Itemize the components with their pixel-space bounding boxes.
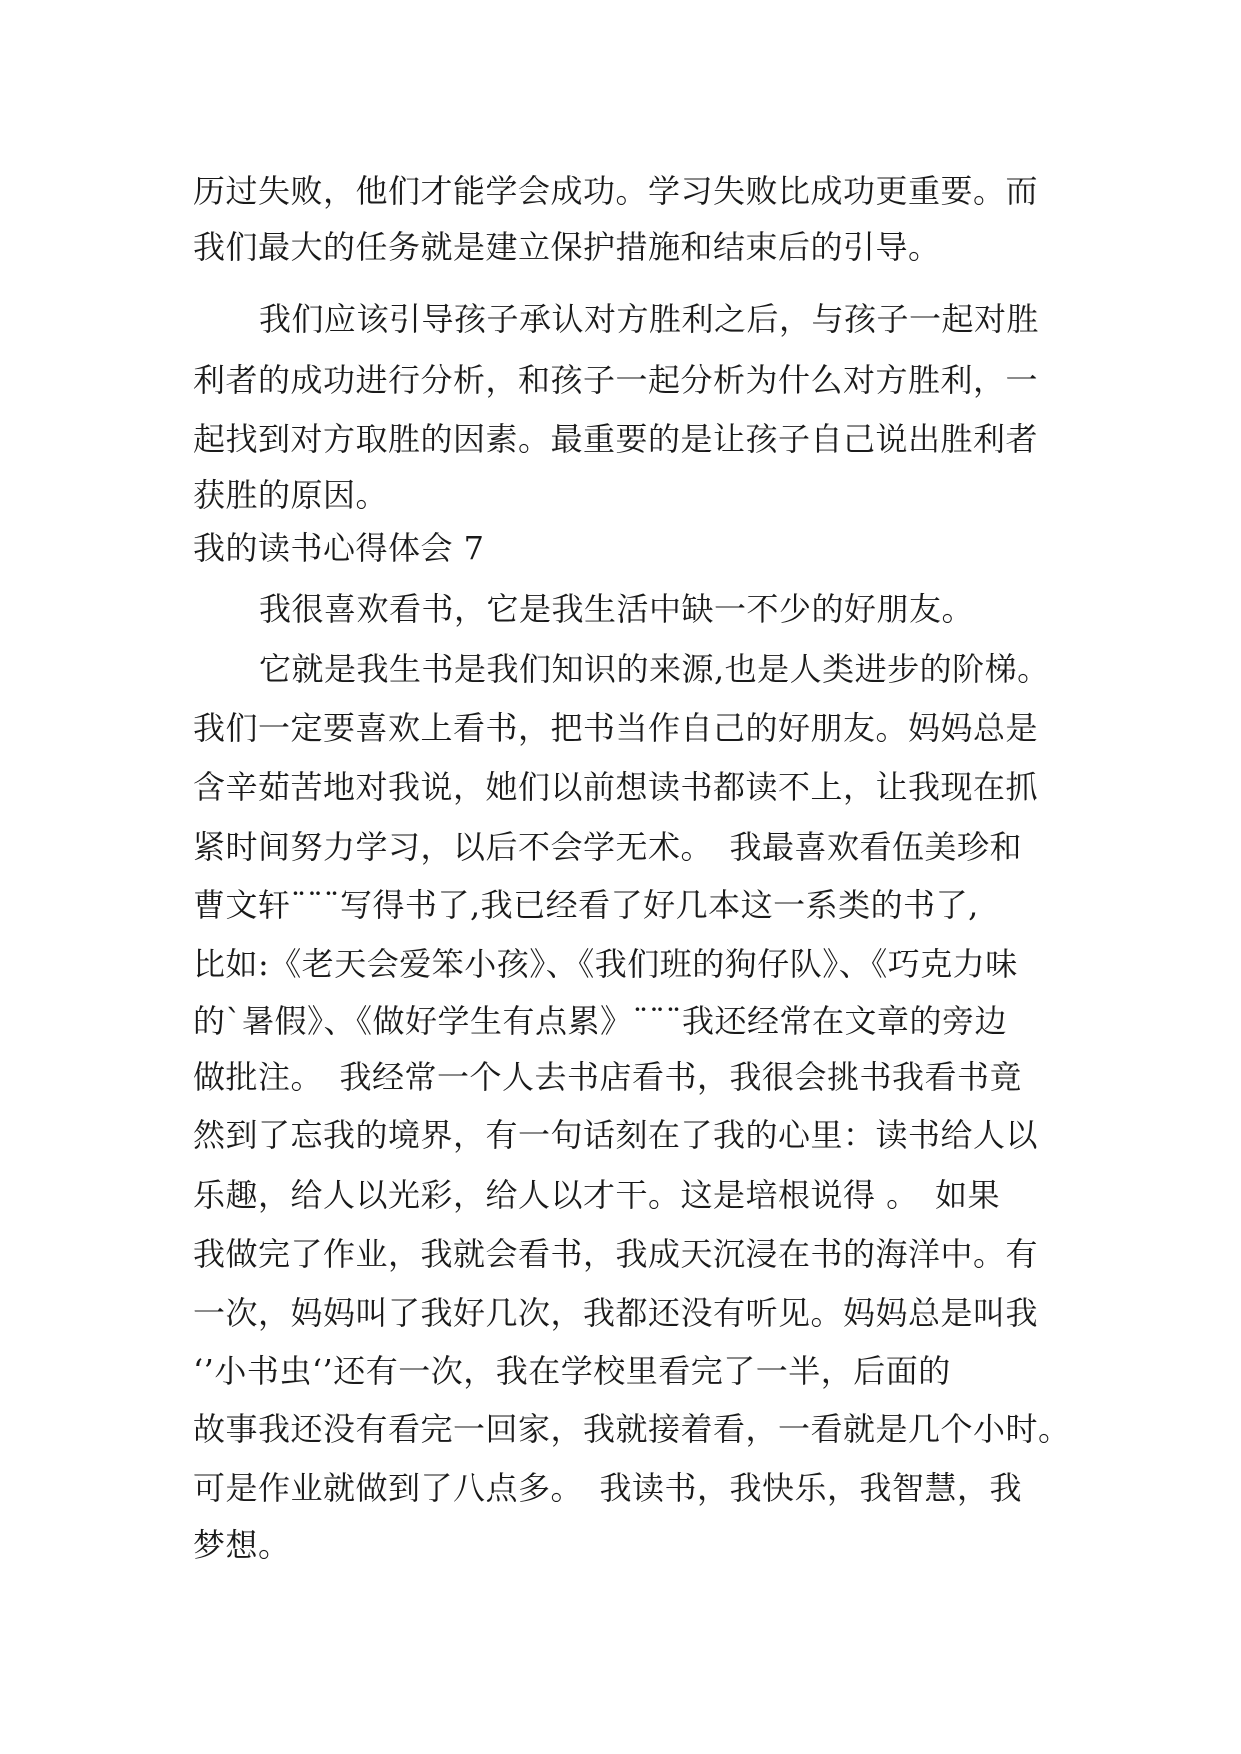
text-line: 我做完了作业，我就会看书，我成天沉浸在书的海洋中。有 — [193, 1235, 1039, 1273]
text-line: 起找到对方取胜的因素。最重要的是让孩子自己说出胜利者 — [193, 420, 1039, 458]
text-line: 比如:《老天会爱笨小孩》、《我们班的狗仔队》、《巧克力味 — [193, 945, 1018, 983]
text-line: 可是作业就做到了八点多。 我读书，我快乐，我智慧，我 — [193, 1469, 1023, 1507]
text-line: 紧时间努力学习，以后不会学无术。 我最喜欢看伍美珍和 — [193, 828, 1023, 866]
text-line: 含辛茹苦地对我说，她们以前想读书都读不上，让我现在抓 — [193, 768, 1039, 806]
text-line: 然到了忘我的境界，有一句话刻在了我的心里：读书给人以 — [193, 1116, 1039, 1154]
paragraph-first-line: 它就是我生书是我们知识的来源,也是人类进步的阶梯。 — [259, 650, 1050, 688]
paragraph-first-line: 我们应该引导孩子承认对方胜利之后，与孩子一起对胜 — [259, 300, 1040, 338]
paragraph-first-line: 我很喜欢看书，它是我生活中缺一不少的好朋友。 — [259, 590, 975, 628]
text-line: ‘’小书虫‘’还有一次，我在学校里看完了一半，后面的 — [193, 1352, 951, 1390]
text-line: 获胜的原因。 — [193, 476, 389, 514]
text-line: 利者的成功进行分析，和孩子一起分析为什么对方胜利，一 — [193, 361, 1039, 399]
text-line: 故事我还没有看完一回家，我就接着看，一看就是几个小时。 — [193, 1410, 1071, 1448]
text-line: 曹文轩¨¨¨写得书了,我已经看了好几本这一系类的书了, — [193, 886, 979, 924]
text-line: 我们一定要喜欢上看书，把书当作自己的好朋友。妈妈总是 — [193, 709, 1039, 747]
text-line: 历过失败，他们才能学会成功。学习失败比成功更重要。而 — [193, 172, 1039, 210]
section-heading: 我的读书心得体会 7 — [193, 529, 485, 567]
text-line: 梦想。 — [193, 1526, 291, 1564]
text-line: 做批注。 我经常一个人去书店看书，我很会挑书我看书竟 — [193, 1058, 1023, 1096]
text-line: 乐趣，给人以光彩，给人以才干。这是培根说得 。 如果 — [193, 1176, 1001, 1214]
text-line: 我们最大的任务就是建立保护措施和结束后的引导。 — [193, 228, 941, 266]
text-line: 的`暑假》、《做好学生有点累》¨¨¨我还经常在文章的旁边 — [193, 1002, 1008, 1040]
text-line: 一次，妈妈叫了我好几次，我都还没有听见。妈妈总是叫我 — [193, 1294, 1039, 1332]
